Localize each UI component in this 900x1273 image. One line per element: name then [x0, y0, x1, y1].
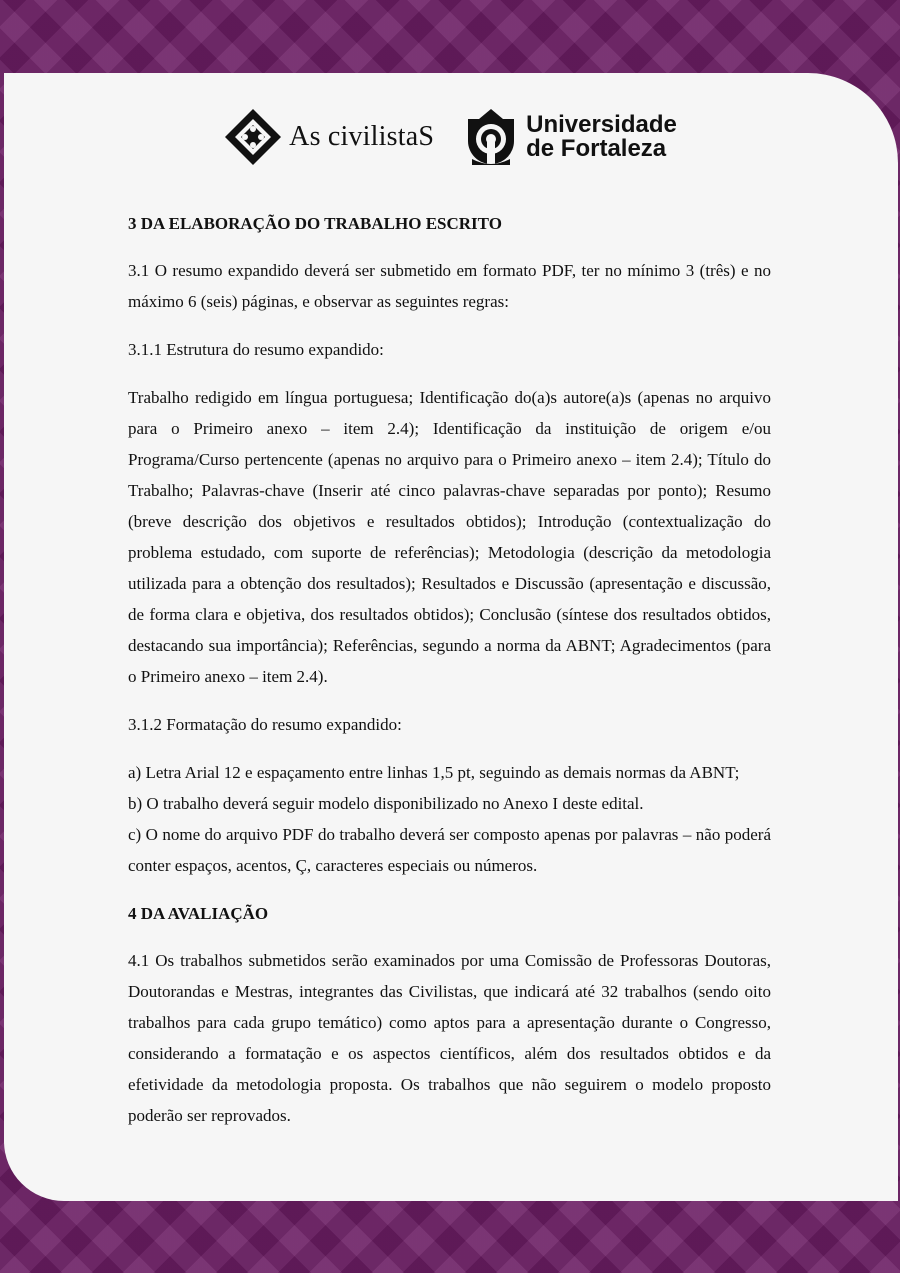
section-3-heading: 3 DA ELABORAÇÃO DO TRABALHO ESCRITO [128, 214, 502, 233]
document-body [128, 208, 771, 1148]
paragraph-structure: Trabalho redigido em língua portuguesa; Identificação do(a)s autore(a)s (apenas no arquivo para o Primeiro anexo – item 2.4); Identificação da instituição de origem e/ou Programa/Curso pertencente (apenas no arquivo para o Primeiro anexo – item 2.4); Título do Trabalho; Palavras-chave (Inserir até cinco palavras-chave separadas por ponto); Resumo (breve descrição dos objetivos e resultados obtidos); Introdução (contextualização do problema estudado, com suporte de referências); Metodologia (descrição da metodologia utilizada para a obtenção dos resultados); Resultados e Discussão (apresentação e discussão, de forma clara e objetiva, dos resultados obtidos); Conclusão (síntese dos resultados obtidos, destacando sua importância); Referências, segundo a norma da ABNT; Agradecimentos (para o Primeiro anexo – item 2.4). [128, 388, 771, 686]
civilistas-wordmark: As civilistaS [289, 121, 435, 152]
list-item-a: a) Letra Arial 12 e espaçamento entre linhas 1,5 pt, seguindo as demais normas da ABNT; [128, 763, 740, 782]
civilistas-logo [223, 107, 434, 167]
list-item-b: b) O trabalho deverá seguir modelo disponibilizado no Anexo I deste edital. [128, 794, 644, 813]
paragraph-3-1: 3.1 O resumo expandido deverá ser submetido em formato PDF, ter no mínimo 3 (três) e no máximo 6 (seis) páginas, e observar as seguintes regras: [128, 261, 771, 311]
civilistas-emblem-icon [223, 107, 283, 167]
paragraph-4-1: 4.1 Os trabalhos submetidos serão examinados por uma Comissão de Professoras Doutoras, Doutorandas e Mestras, integrantes das Civilistas, que indicará até 32 trabalhos (sendo oito trabalhos para cada grupo temático) como aptos para a apresentação durante o Congresso, considerando a formatação e os aspectos científicos, além dos resultados obtidos e da efetividade da metodologia proposta. Os trabalhos que não seguirem o modelo proposto poderão ser reprovados. [128, 951, 771, 1125]
unifor-logo [462, 107, 677, 167]
header-logos [0, 102, 900, 172]
section-4-heading: 4 DA AVALIAÇÃO [128, 904, 269, 923]
formatting-list [128, 757, 771, 881]
unifor-line2: de Fortaleza [526, 135, 667, 162]
paragraph-3-1-2: 3.1.2 Formatação do resumo expandido: [128, 715, 402, 734]
unifor-line1: Universidade [526, 111, 677, 138]
list-item-c: c) O nome do arquivo PDF do trabalho deverá ser composto apenas por palavras – não poderá conter espaços, acentos, Ç, caracteres especiais ou números. [128, 825, 771, 875]
unifor-emblem-icon [462, 107, 520, 167]
paragraph-3-1-1: 3.1.1 Estrutura do resumo expandido: [128, 340, 384, 359]
